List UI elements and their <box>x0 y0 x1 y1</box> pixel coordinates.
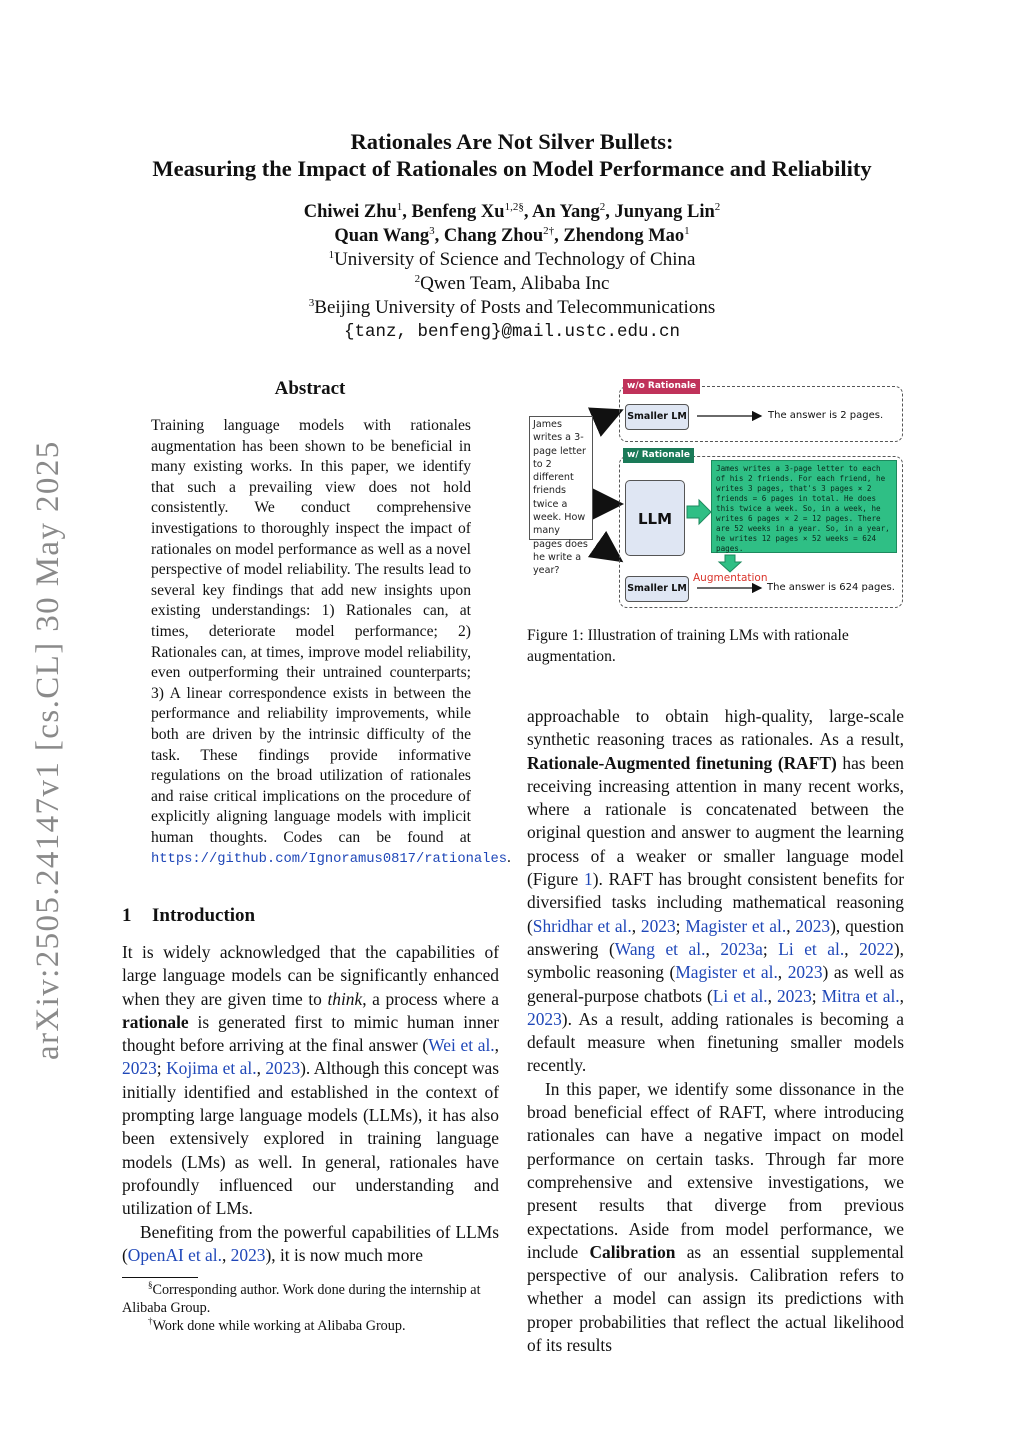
abstract-heading: Abstract <box>274 378 346 399</box>
citation-link[interactable]: 2023 <box>265 1058 301 1079</box>
intro-left-column <box>122 941 499 1267</box>
citation-link[interactable]: 2022 <box>859 938 894 959</box>
affiliation: $^3$Beijing University of Posts and Telecommunications <box>308 297 716 318</box>
arrow <box>597 411 620 421</box>
citation-link[interactable]: 2023 <box>640 915 676 936</box>
author: An Yang <box>532 202 600 222</box>
citation-link[interactable]: Li et al. <box>778 938 845 959</box>
author: Zhendong Mao <box>563 226 685 246</box>
tag-without-rationale: w/o Rationale <box>623 379 700 394</box>
author-line-1: Chiwei Zhu$^1$, Benfeng $Xu^{1,2\S}$, An Yang$^2$, Junyang Lin$^2$ <box>303 201 721 222</box>
author: Benfeng Xu <box>411 202 505 222</box>
author: Quan Wang <box>334 226 430 246</box>
footnote: †Work done while working at Alibaba Group. <box>148 1316 406 1334</box>
citation-link[interactable]: OpenAI et al. <box>127 1244 222 1265</box>
figure-ref-link[interactable]: 1 <box>584 869 593 890</box>
rationale-box: James writes a 3-page letter to each of his 2 friends. For each friend, he writes 3 pages, that's 3 pages × 2 friends = 6 pages in total. He does this twice a week. So, in a week, he writes 6 pages × 2 = 12 pages. There are 52 weeks in a year. So, in a year, he writes 12 pages × 52 weeks = 624 pages. <box>711 460 897 553</box>
citation-link[interactable]: 2023 <box>230 1244 266 1265</box>
citation-link[interactable]: 2023 <box>795 915 831 936</box>
footnote-rule <box>122 1277 198 1278</box>
citation-link[interactable]: Wei et al. <box>428 1035 495 1056</box>
answer-with-rationale: The answer is 624 pages. <box>767 582 895 593</box>
paper-title-line-2: Measuring the Impact of Rationales on Model Performance and Reliability <box>152 156 872 181</box>
citation-link[interactable]: 2023 <box>122 1058 157 1079</box>
tag-with-rationale: w/ Rationale <box>623 448 694 463</box>
augmentation-label: Augmentation <box>693 572 768 584</box>
citation-link[interactable]: Wang et al. <box>614 938 706 959</box>
citation-link[interactable]: Magister et al. <box>675 962 778 983</box>
author: Chiwei Zhu <box>303 202 397 222</box>
paragraph: It is widely acknowledged that the capabilities of large language models can be significantly enhanced when they are given time to think, a process where a rationale is generated first to mimic human inner thought before arriving at the final answer (Wei et al., 2023; Kojima et al., 2023). Although this concept was initially identified and established in the context of prompting large language models (LLMs), it has also been extensively explored in training language models (LMs) as well. In general, rationales have profoundly influenced our understanding and utilization of LMs. <box>122 942 500 1219</box>
citation-link[interactable]: 2023a <box>720 938 763 959</box>
email: {tanz, benfeng}@mail.ustc.edu.cn <box>343 322 681 342</box>
citation-link[interactable]: Li et al. <box>712 985 768 1006</box>
abstract-body: Training language models with rationales augmentation has been shown to be beneficial in many existing works. In this paper, we identify that such a prevailing view does not hold consistently. We conduct comprehensive investigations to thoroughly inspect the impact of rationales on model performance as well as a novel perspective of model reliability. The results lead to several key findings that add new insights upon existing understandings: 1) Rationales can, at times, deteriorate model performance; 2) Rationales can, at times, improve model reliability, even outperforming their untrained counterparts; 3) A linear correspondence exists in between the performance and reliability improvements, while both are driven by the intrinsic difficulty of the task. These findings provide informative regulations on the broad utilization of rationales and raise critical implications on the procedure of explicitly aligning language models with implicit human thoughts. Codes can be found at https://github.com/Ignoramus0817/rationales. <box>151 417 511 868</box>
author: Chang Zhou <box>443 226 544 246</box>
citation-link[interactable]: Mitra et al. <box>821 985 900 1006</box>
question-box: James writes a 3-page letter to 2 different friends twice a week. How many pages does he write a year? <box>529 416 593 540</box>
author-line-2: Quan Wang$^3$, Chang Zhou$^{2\dagger}$, Zhendong Mao$^1$ <box>334 225 690 246</box>
paragraph: Benefiting from the powerful capabilities of LLMs (OpenAI et al., 2023), it is now much more <box>122 1221 499 1265</box>
intro-right-column <box>527 705 904 1357</box>
citation-link[interactable]: 2023 <box>787 962 823 983</box>
arxiv-stamp: arXiv:2505.24147v1 [cs.CL] 30 May 2025 <box>30 440 66 1060</box>
paragraph: In this paper, we identify some dissonance in the broad beneficial effect of RAFT, where introducing rationales can have a negative impact on model performance on certain tasks. Through far more comprehensive and extensive investigations, we present results that diverge from previous expectations. Aside from model performance, we include Calibration as an essential supplemental perspective of our analysis. Calibration refers to whether a model can assign its predictions with proper probabilities that reflect the actual likelihood of its results <box>527 1078 904 1356</box>
llm-box: LLM <box>625 480 685 556</box>
code-link[interactable]: https://github.com/Ignoramus0817/rationales <box>151 852 508 868</box>
section-heading: 1 Introduction <box>122 905 256 926</box>
author: Junyang Lin <box>614 202 715 222</box>
arrow <box>597 544 620 560</box>
figure-caption: Figure 1: Illustration of training LMs with rationale augmentation. <box>527 627 849 665</box>
citation-link[interactable]: Shridhar et al. <box>532 915 632 936</box>
figure-1 <box>527 376 907 611</box>
smaller-lm-box: Smaller LM <box>625 576 689 602</box>
affiliation: $^2$Qwen Team, Alibaba Inc <box>414 273 610 294</box>
smaller-lm-box: Smaller LM <box>625 404 689 430</box>
footnote: §Corresponding author. Work done during the internship at Alibaba Group. <box>122 1280 481 1316</box>
answer-without-rationale: The answer is 2 pages. <box>768 410 884 421</box>
citation-link[interactable]: 2023 <box>776 985 812 1006</box>
paper-title-line-1: Rationales Are Not Silver Bullets: <box>350 129 674 154</box>
affiliation: $^1$University of Science and Technology of China <box>328 249 696 270</box>
citation-link[interactable]: Kojima et al. <box>166 1058 257 1079</box>
citation-link[interactable]: Magister et al. <box>685 915 787 936</box>
paragraph: approachable to obtain high-quality, large-scale synthetic reasoning traces as rationales. As a result, Rationale-Augmented finetuning (RAFT) has been receiving increasing attention in many recent works, where a rationale is concatenated between the original question and answer to augment the learning process of a weaker or smaller language model (Figure 1). RAFT has brought consistent benefits for diversified tasks including mathematical reasoning (Shridhar et al., 2023; Magister et al., 2023), question answering (Wang et al., 2023a; Li et al., 2022), symbolic reasoning (Magister et al., 2023) as well as general-purpose chatbots (Li et al., 2023; Mitra et al., 2023). As a result, adding rationales is becoming a default measure when finetuning smaller models recently. <box>527 706 905 1076</box>
citation-link[interactable]: 2023 <box>527 1008 562 1029</box>
